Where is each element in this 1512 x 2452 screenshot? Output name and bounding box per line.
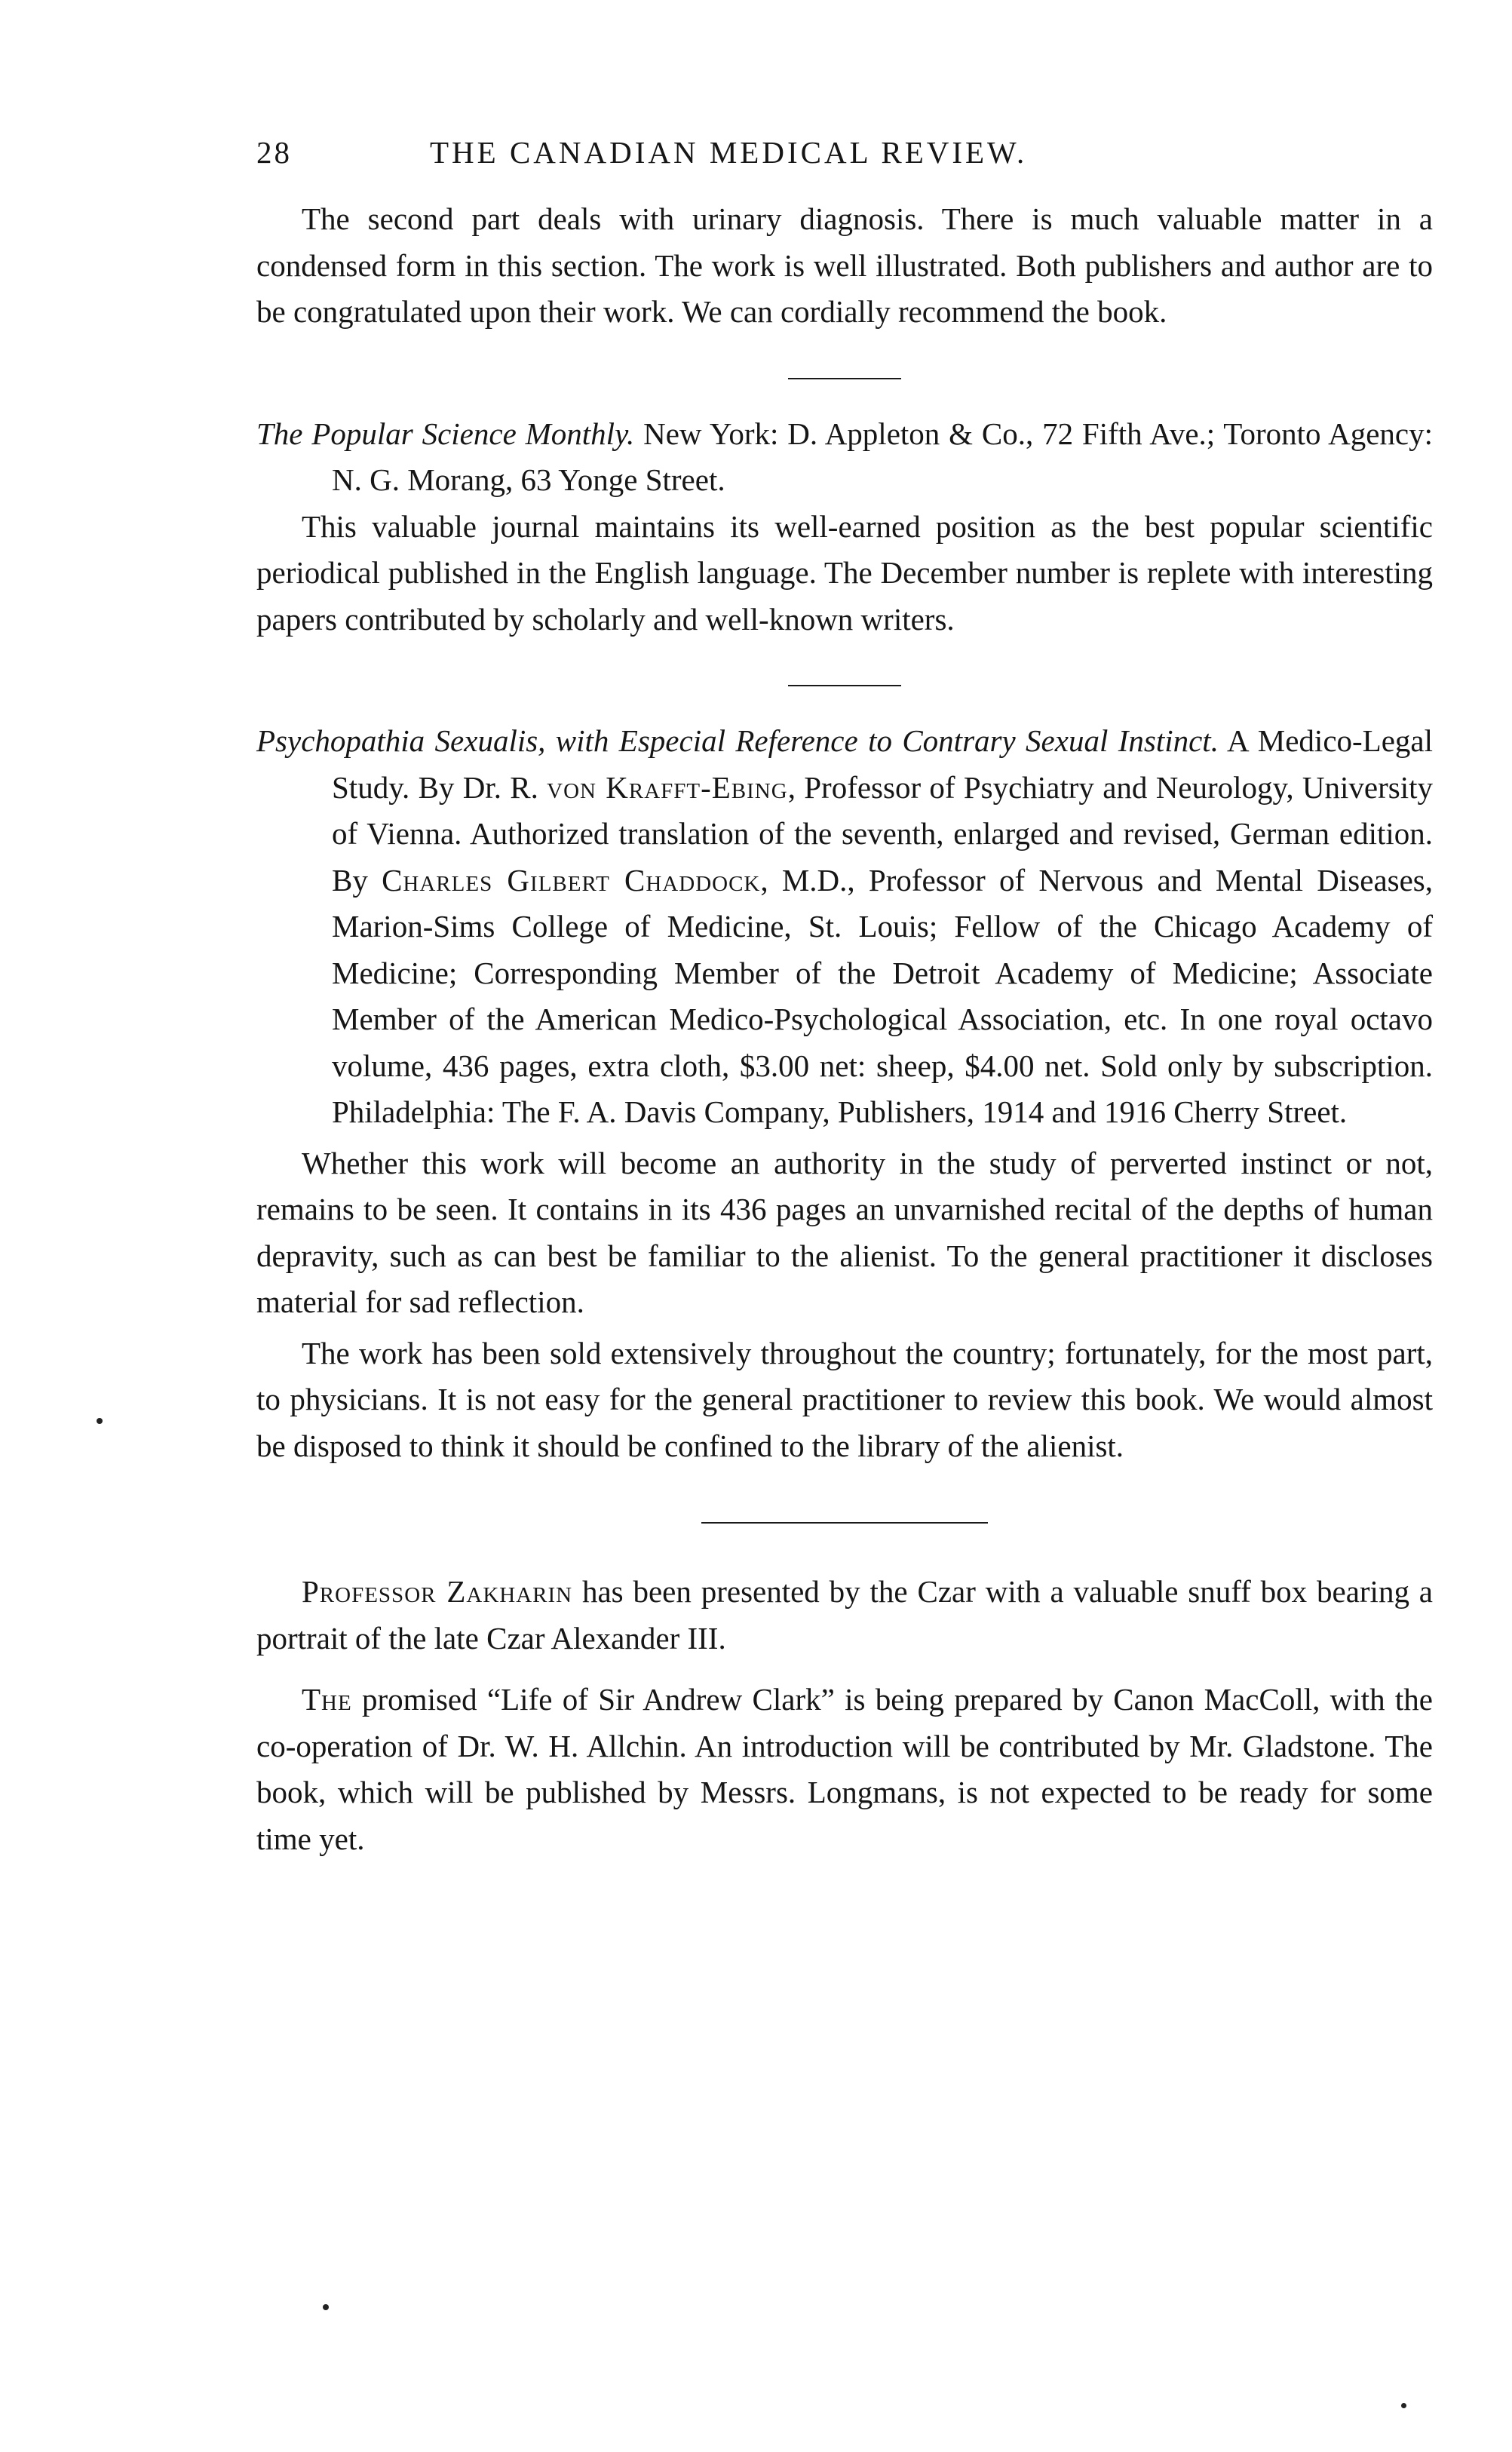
news-text: has been presented by the Czar with a valuable snuff box bearing a portrait of the late Czar Alexander III. <box>256 1574 1434 1656</box>
news-item-clark <box>256 1677 1433 1862</box>
popular-science-citation <box>256 411 1433 504</box>
citation-details: A Medico-Legal Study. By Dr. R. <box>332 723 1434 805</box>
section-divider <box>701 1522 988 1524</box>
section-divider <box>788 685 901 686</box>
psychopathia-review-paragraph: Whether this work will become an authority in the study of perverted instinct or not, remains to be seen. It contains in its 436 pages an unvarnished recital of the depths of human depravity, such as can best be familiar to the alienist. To the general practitioner it discloses material for sad reflection. <box>256 1145 1433 1319</box>
news-item-zakharin <box>256 1569 1433 1662</box>
psychopathia-citation <box>256 718 1433 1136</box>
section-divider <box>788 378 901 379</box>
print-speck <box>1401 2403 1406 2408</box>
citation-title: Psychopathia Sexualis, with Especial Reference to Contrary Sexual Instinct. <box>256 723 1219 758</box>
review-urinary-paragraph: The second part deals with urinary diagnosis. There is much valuable matter in a condensed form in this section. The work is well illustrated. Both publishers and author are to be congratulated upon their work. We can cordially recommend the book. <box>256 201 1433 329</box>
print-speck <box>97 1418 103 1424</box>
running-header <box>256 113 1433 181</box>
page <box>256 113 1433 1862</box>
lead-words: Professor Zakharin <box>302 1574 573 1609</box>
citation-title: The Popular Science Monthly. <box>256 416 635 451</box>
popular-science-review: This valuable journal maintains its well-earned position as the best popular scientific periodical published in the English language. The December number is replete with interesting papers contributed by scholarly and well-known writers. <box>256 508 1433 637</box>
citation-details: New York: D. Appleton & Co., 72 Fifth Ave.; Toronto Agency: N. G. Morang, 63 Yonge Street. <box>332 416 1433 497</box>
running-title: THE CANADIAN MEDICAL REVIEW. <box>430 135 1028 170</box>
lead-words: The <box>302 1682 352 1717</box>
translator-name: Charles Gilbert Chaddock <box>382 862 761 898</box>
print-speck <box>323 2304 329 2310</box>
page-number: 28 <box>256 135 292 170</box>
psychopathia-review-paragraph: The work has been sold extensively throughout the country; fortunately, for the most part, to physicians. It is not easy for the general practitioner to review this book. We would almost be disposed to think it should be confined to the library of the alienist. <box>256 1335 1433 1463</box>
news-text: promised “Life of Sir Andrew Clark” is being prepared by Canon MacColl, with the co-operation of Dr. W. H. Allchin. An introduction will be contributed by Mr. Gladstone. The book, which will be published by Messrs. Longmans, is not expected to be ready for some time yet. <box>256 1682 1433 1856</box>
author-name: von Krafft-Ebing <box>547 769 788 805</box>
citation-details: , M.D., Professor of Nervous and Mental Diseases, Marion-Sims College of Medicine, St. Louis; Fellow of the Chicago Academy of Medicine; Corresponding Member of the Detroit Academy of Medicine; Associate Member of the American Medico-Psychological Association, etc. In one royal octavo volume, 436 pages, extra cloth, $3.00 net: sheep, $4.00 net. Sold only by subscription. Philadelphia: The F. A. Davis Company, Publishers, 1914 and 1916 Cherry Street. <box>332 862 1433 1129</box>
citation-details: , Professor of Psychiatry and Neurology, University of Vienna. Authorized translation of the seventh, enlarged and revised, German edition. By <box>332 769 1434 898</box>
